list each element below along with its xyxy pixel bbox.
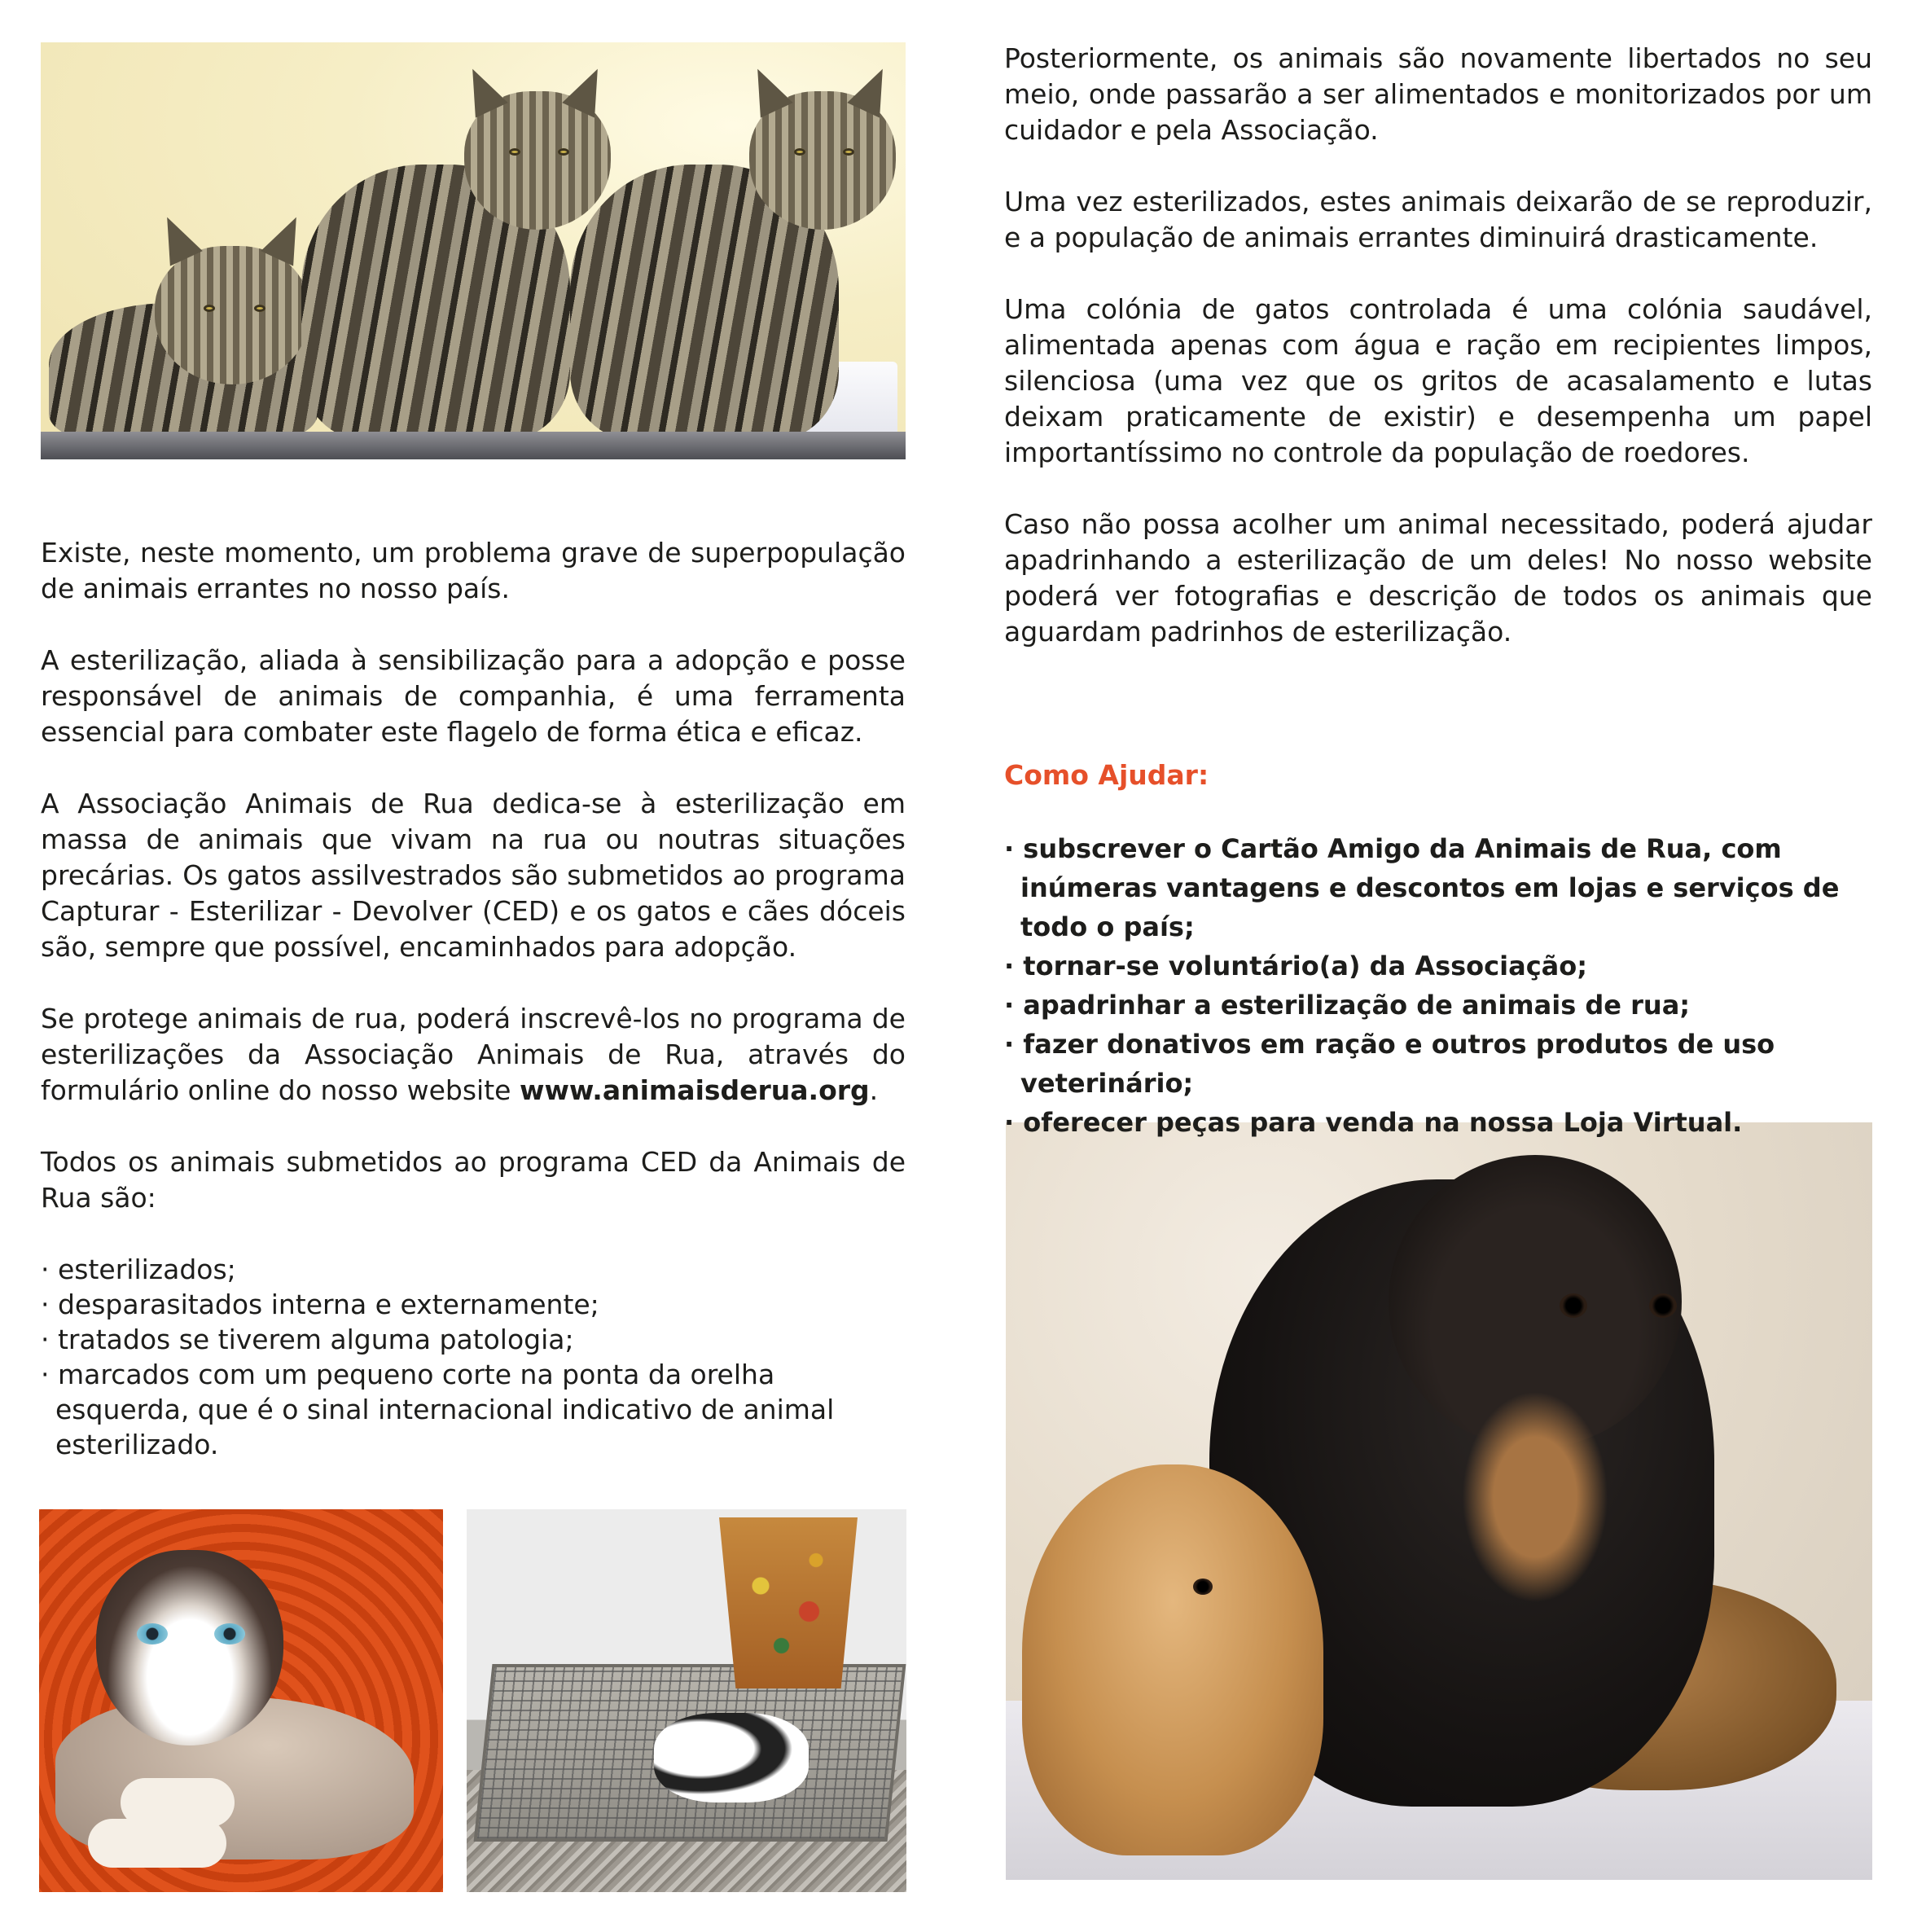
- right-column: [1004, 41, 1872, 1142]
- ced-list: [41, 1252, 906, 1462]
- photo-cat-in-trap-cage: [467, 1509, 906, 1892]
- intro-paragraph: Existe, neste momento, um problema grave de superpopulação de animais errantes no nosso país.: [41, 537, 906, 604]
- help-list-item: · apadrinhar a esterilização de animais de rua;: [1004, 990, 1691, 1021]
- association-paragraph: A Associação Animais de Rua dedica-se à esterilização em massa de animais que vivam na rua ou noutras situações precárias. Os gatos assilvestrados são submetidos ao programa Capturar - Esterilizar - Devolver (CED) e os gatos e cães dóceis são, sempre que possível, encaminhados para adopção.: [41, 788, 906, 963]
- photo-black-dog-tan: [1462, 1391, 1608, 1603]
- photo-black-dog-eye: [1649, 1293, 1677, 1318]
- photo-cat-head: [96, 1550, 283, 1745]
- ced-list-item: · tratados se tiverem alguma patologia;: [41, 1324, 574, 1355]
- photo-puppy: [1022, 1464, 1323, 1855]
- website-link[interactable]: www.animaisderua.org: [519, 1074, 870, 1106]
- help-list-item: · subscrever o Cartão Amigo da Animais de Rua, com inúmeras vantagens e descontos em lojas e serviços de todo o país;: [1004, 833, 1840, 942]
- release-paragraph: Posteriormente, os animais são novamente libertados no seu meio, onde passarão a ser alimentados e monitorizados por um cuidador e pela Associação.: [1004, 42, 1872, 146]
- sterilization-paragraph: A esterilização, aliada à sensibilização para a adopção e posse responsável de animais de companhia, é uma ferramenta essencial para combater este flagelo de forma ética e eficaz.: [41, 644, 906, 748]
- help-list: [1004, 829, 1872, 1142]
- register-paragraph: [41, 1001, 906, 1109]
- help-list-item: · oferecer peças para venda na nossa Loja Virtual.: [1004, 1107, 1743, 1138]
- photo-three-dogs: [1006, 1122, 1872, 1880]
- photo-puppy-eye: [1193, 1579, 1213, 1595]
- ced-list-item: · desparasitados interna e externamente;: [41, 1289, 599, 1320]
- ced-list-item: · esterilizados;: [41, 1254, 236, 1285]
- photo-black-dog-eye: [1560, 1293, 1587, 1318]
- register-end: .: [869, 1074, 879, 1106]
- photo-cat-eye: [137, 1623, 168, 1644]
- photo-cat-eye: [214, 1623, 245, 1644]
- photo-cat-on-orange-blanket: [39, 1509, 443, 1892]
- ced-list-item: · marcados com um pequeno corte na ponta da orelha esquerda, que é o sinal internacional indicativo de animal esterilizado.: [41, 1359, 835, 1460]
- ced-paragraph: Todos os animais submetidos ao programa CED da Animais de Rua são:: [41, 1146, 906, 1214]
- help-list-item: · fazer donativos em ração e outros produtos de uso veterinário;: [1004, 1029, 1775, 1099]
- photo-cat-paw: [121, 1778, 235, 1827]
- register-text: Se protege animais de rua, poderá inscrevê-los no programa de esterilizações da Associação Animais de Rua, através do formulário online do nosso website: [41, 1003, 906, 1106]
- sponsor-paragraph: Caso não possa acolher um animal necessitado, poderá ajudar apadrinhando a esterilização de um deles! No nosso website poderá ver fotografias e descrição de todos os animais que aguardam padrinhos de esterilização.: [1004, 508, 1872, 648]
- photo-flower-pot: [719, 1517, 858, 1688]
- population-paragraph: Uma vez esterilizados, estes animais deixarão de se reproduzir, e a população de animais errantes diminuirá drasticamente.: [1004, 186, 1872, 253]
- help-list-item: · tornar-se voluntário(a) da Associação;: [1004, 951, 1588, 981]
- photo-kitten: [654, 1713, 809, 1802]
- colony-paragraph: Uma colónia de gatos controlada é uma colónia saudável, alimentada apenas com água e ração em recipientes limpos, silenciosa (uma vez que os gritos de acasalamento e lutas deixam praticamente de existir) e desempenha um papel importantíssimo no controle da população de roedores.: [1004, 293, 1872, 468]
- left-column: [41, 41, 906, 1462]
- help-heading: Como Ajudar:: [1004, 759, 1209, 791]
